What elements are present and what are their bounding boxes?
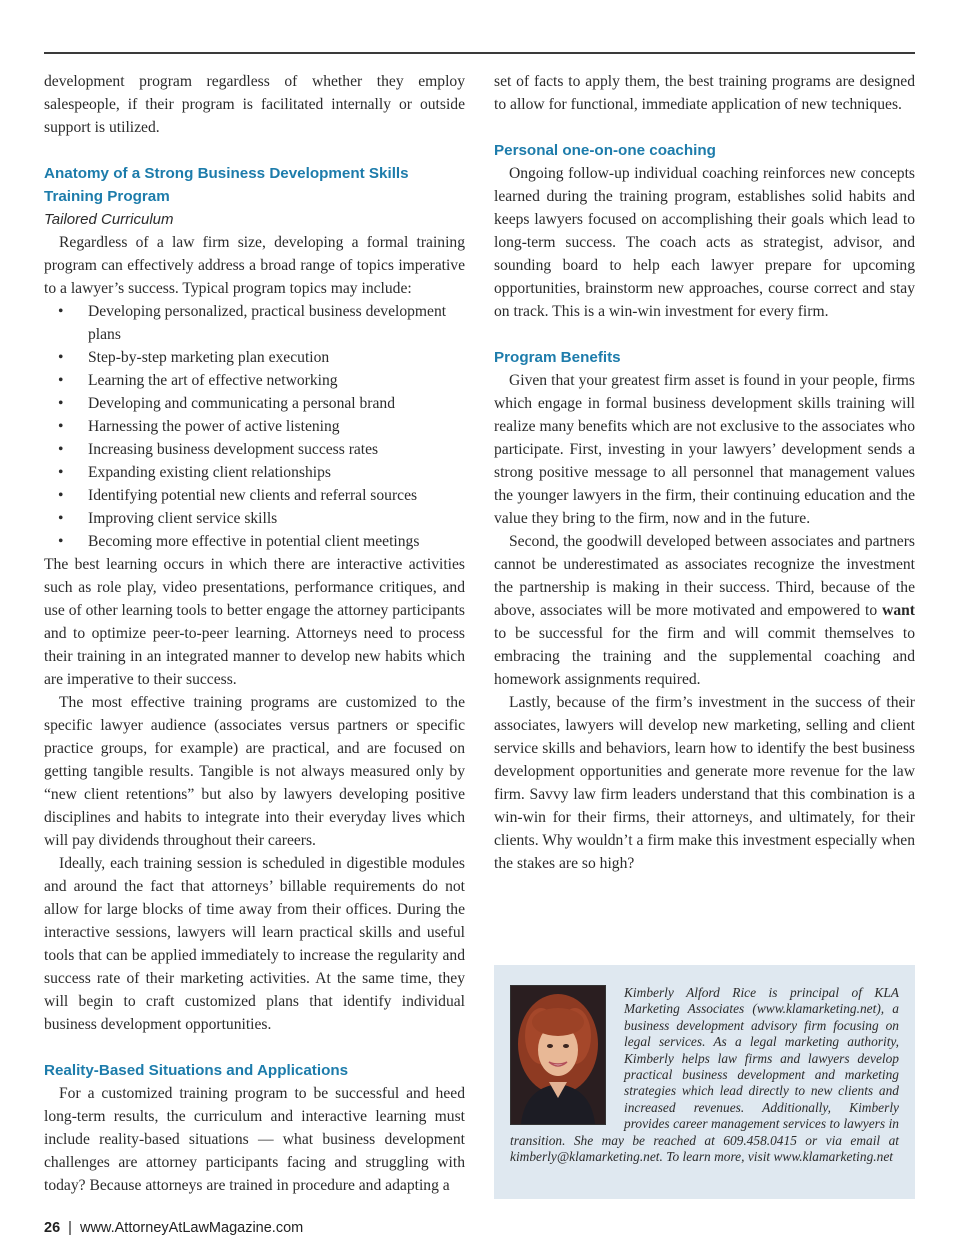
list-item: • Expanding existing client relationships (58, 464, 331, 481)
right-column (494, 70, 915, 875)
section-heading: Anatomy of a Strong Business Development Skills Training Program (44, 165, 409, 205)
section-heading: Reality-Based Situations and Applications (44, 1062, 349, 1079)
paragraph: development program regardless of whether they employ salespeople, if their program is facilitated internally or outside support is utilized. (44, 73, 465, 136)
paragraph: Given that your greatest firm asset is found in your people, firms which engage in formal business development skills training will realize many benefits which are not exclusive to the associates who participate. First, investing in your lawyers’ development sends a strong positive message to all personnel that management values the younger lawyers in the firm, their continuing education and the value they bring to the firm, now and in the future. (494, 372, 915, 527)
paragraph: The most effective training programs are customized to the specific lawyer audience (associates versus partners or specific practice groups, for example) are practical, and are focused on getting tangible results. Tangible is not always measured only by “new client retentions” but also by lawyers developing positive disciplines and habits to integrate into their everyday lives which will pay dividends throughout their careers. (44, 694, 465, 849)
footer-separator: | (68, 1220, 72, 1236)
emphasis-want: want (882, 602, 915, 619)
list-item: • Becoming more effective in potential client meetings (58, 533, 420, 550)
footer-website: www.AttorneyAtLawMagazine.com (79, 1220, 304, 1236)
paragraph: For a customized training program to be successful and heed long-term results, the curriculum and interactive learning must include reality-based situations — what business development challenges are attorney participants facing and struggling with today? Because attorneys are trained in procedure and adapting a (44, 1085, 465, 1194)
author-photo (510, 985, 606, 1125)
section-heading: Program Benefits (494, 349, 621, 366)
author-bio-text: Kimberly Alford Rice is principal of KLA Marketing Associates (www.klamarketing.net), a business development advisory firm focusing on legal services. As a legal marketing authority, Kimberly helps law firms and lawyers develop practical business development and marketing strategies which lead directly to new clients and increased revenues. Additionally, Kimberly provides career management services to lawyers in transition. She may be reached at 609.458.0415 or via email at kimberly@klamarketing.net. To learn more, visit www.klamarketing.net (510, 985, 899, 1165)
paragraph: Lastly, because of the firm’s investment in the success of their associates, lawyers will develop new marketing, selling and client service skills and behaviors, learn how to identify the best business development opportunities and generate more revenue for the law firm. Savvy law firm leaders understand that this combination is a win-win for their firms, their attorneys, and ultimately, for their clients. Why wouldn’t a firm make this investment especially when the stakes are so high? (494, 694, 915, 872)
list-item: • Step-by-step marketing plan execution (58, 349, 330, 366)
topic-list (44, 300, 465, 553)
paragraph: set of facts to apply them, the best training programs are designed to allow for functional, immediate application of new techniques. (494, 73, 915, 113)
page-footer (44, 1220, 303, 1236)
list-item: • Developing and communicating a personal brand (58, 395, 396, 412)
section-subheading: Tailored Curriculum (44, 211, 174, 228)
list-item: • Harnessing the power of active listening (58, 418, 340, 435)
list-item: • Identifying potential new clients and referral sources (58, 487, 418, 504)
left-column (44, 70, 465, 1197)
paragraph: Ideally, each training session is scheduled in digestible modules and around the fact that attorneys’ billable requirements do not allow for large blocks of time away from their offices. During the interactive sessions, lawyers will learn practical skills and useful tools that can be applied immediately to increase the regularity and success rate of their marketing activities. At the same time, they will begin to craft customized plans that identify individual business development opportunities. (44, 855, 465, 1033)
paragraph: Second, the goodwill developed between associates and partners cannot be underestimated as associates recognize the investment the partnership is making in their success. Third, because of the above, associates will be more motivated and empowered to want to be successful for the firm and will commit themselves to embracing the training and the supplemental coaching and homework assignments required. (494, 533, 915, 688)
paragraph: The best learning occurs in which there are interactive activities such as role play, video presentations, performance critiques, and use of other learning tools to better engage the attorney participants and to optimize peer-to-peer learning. Attorneys need to process their training in an integrated manner to develop new habits which are imperative to their success. (44, 556, 465, 688)
author-portrait-image (511, 986, 605, 1124)
paragraph: Regardless of a law firm size, developing a formal training program can effectively address a broad range of topics imperative to a lawyer’s success. Typical program topics may include: (44, 234, 465, 297)
list-item: • Improving client service skills (58, 510, 278, 527)
list-item: • Learning the art of effective networking (58, 372, 338, 389)
list-item: • Increasing business development success rates (58, 441, 379, 458)
author-bio-box (494, 965, 915, 1199)
top-rule (44, 52, 915, 54)
list-item: • Developing personalized, practical business development plans (58, 303, 447, 343)
paragraph: Ongoing follow-up individual coaching reinforces new concepts learned during the training program, establishes solid habits and keeps lawyers focused on accomplishing their goals which lead to long-term success. The coach acts as strategist, advisor, and sounding board to help each lawyer prepare for upcoming opportunities, brainstorm new approaches, course correct and stay on track. This is a win-win investment for every firm. (494, 165, 915, 320)
section-heading: Personal one-on-one coaching (494, 142, 716, 159)
page-number: 26 (44, 1220, 61, 1236)
